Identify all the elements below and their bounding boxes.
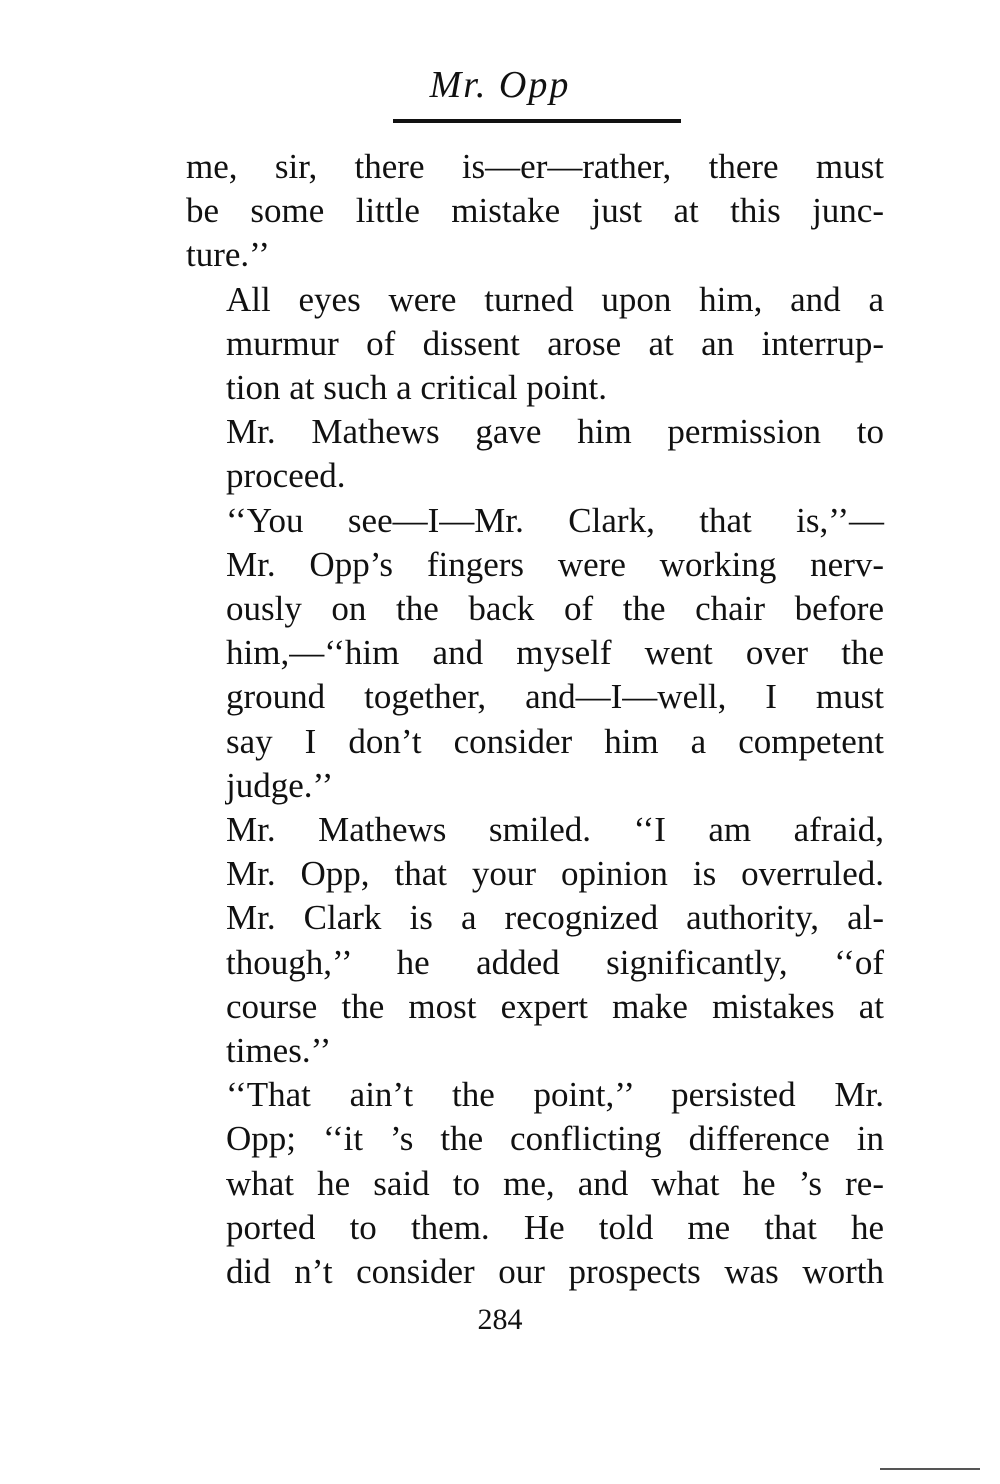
text-line: murmur of dissent arose at an interrup- xyxy=(226,323,884,363)
text-line: ture.’’ xyxy=(186,235,270,275)
text-line: Mr. Clark is a recognized authority, al- xyxy=(226,898,884,938)
running-head: Mr. Opp xyxy=(429,64,571,106)
text-line: ground together, and—I—well, I must xyxy=(226,677,884,717)
text-line: me, sir, there is—er—rather, there must xyxy=(186,147,884,186)
paragraph xyxy=(186,145,884,278)
text-line: times.’’ xyxy=(226,1031,332,1071)
text-line: say I don’t consider him a competent xyxy=(226,721,884,761)
text-line: ported to them. He told me that he xyxy=(226,1207,884,1247)
paragraph xyxy=(186,499,884,808)
paragraph xyxy=(186,1073,884,1294)
text-line: tion at such a critical point. xyxy=(226,368,608,408)
text-line: ‘‘You see—I—Mr. Clark, that is,’’— xyxy=(226,500,884,540)
text-line: what he said to me, and what he ’s re- xyxy=(226,1163,884,1203)
text-line: Mr. Opp, that your opinion is overruled. xyxy=(226,854,884,894)
text-line: judge.’’ xyxy=(226,765,334,805)
text-line: ously on the back of the chair before xyxy=(226,589,884,629)
header-rule xyxy=(393,119,681,123)
paragraph xyxy=(186,410,884,498)
text-line: proceed. xyxy=(226,456,346,496)
text-line: course the most expert make mistakes at xyxy=(226,986,884,1026)
paragraph xyxy=(186,808,884,1073)
body-text xyxy=(186,145,884,1294)
text-line: be some little mistake just at this junc- xyxy=(186,191,884,231)
text-line: All eyes were turned upon him, and a xyxy=(226,279,884,319)
text-line: ‘‘That ain’t the point,’’ persisted Mr. xyxy=(226,1075,884,1115)
text-line: Opp; ‘‘it ’s the conflicting difference in xyxy=(226,1119,884,1159)
text-line: did n’t consider our prospects was worth xyxy=(226,1252,884,1292)
text-line: Mr. Mathews gave him permission to xyxy=(226,412,884,452)
text-line: though,’’ he added significantly, ‘‘of xyxy=(226,942,884,982)
paragraph xyxy=(186,278,884,411)
page-number: 284 xyxy=(477,1303,523,1336)
text-line: him,—‘‘him and myself went over the xyxy=(226,633,884,673)
scan-mark xyxy=(880,1468,980,1470)
text-line: Mr. Opp’s fingers were working nerv- xyxy=(226,544,884,584)
text-line: Mr. Mathews smiled. ‘‘I am afraid, xyxy=(226,810,884,850)
